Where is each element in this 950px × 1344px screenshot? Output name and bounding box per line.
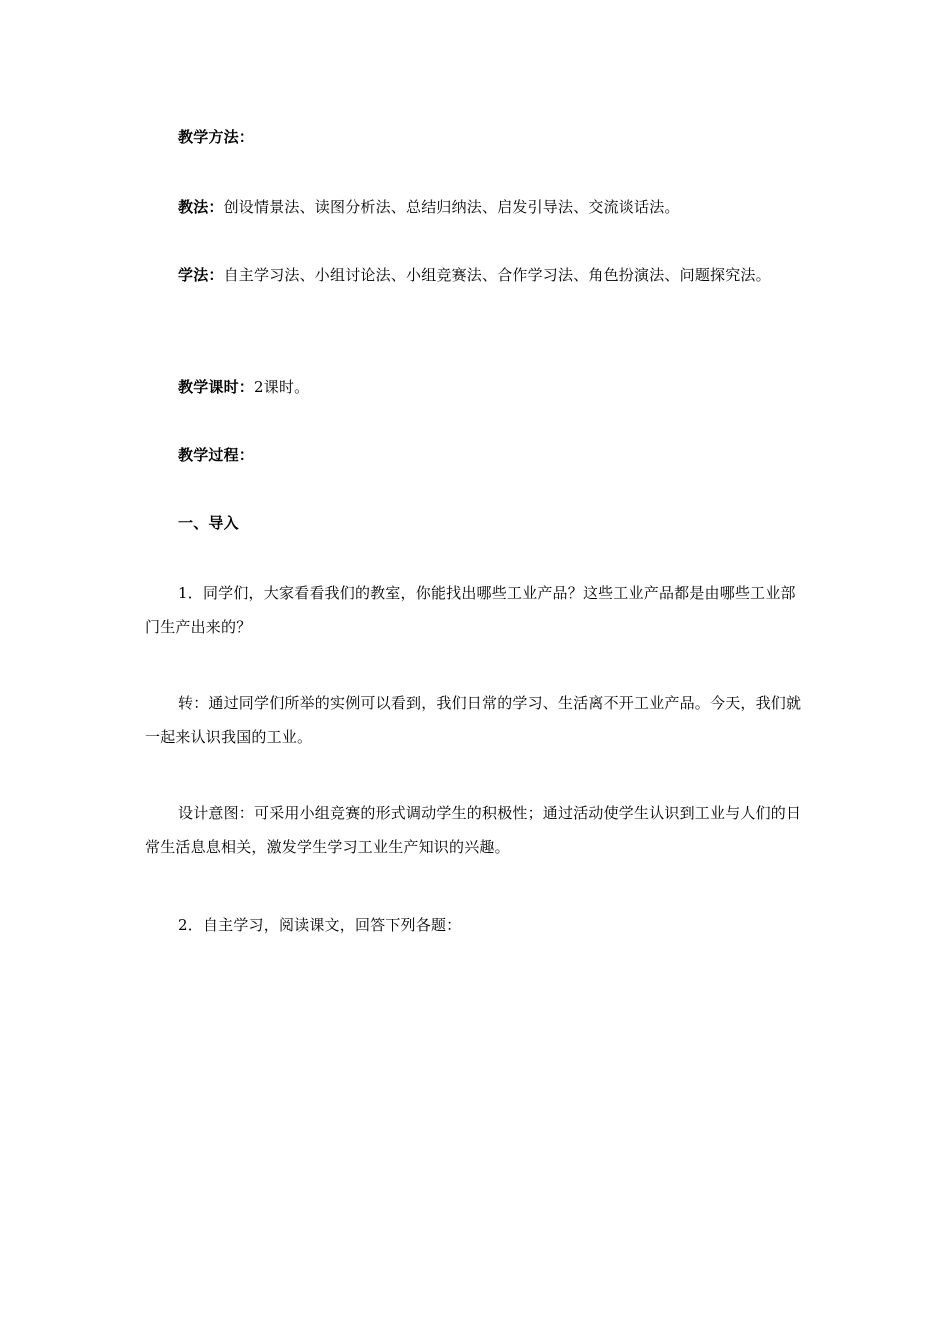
item-one-paragraph: [145, 576, 810, 644]
item-two-paragraph: [145, 908, 810, 942]
teaching-method-heading: [145, 120, 810, 154]
design-intent-paragraph: [145, 796, 810, 864]
class-hours-paragraph: [145, 370, 810, 404]
teaching-process-heading-text: 教学过程：: [178, 446, 255, 464]
item-one-text: 1．同学们，大家看看我们的教室，你能找出哪些工业产品？这些工业产品都是由哪些工业部门生产出来的？: [145, 584, 796, 636]
teaching-method-heading-text: 教学方法：: [178, 128, 255, 146]
learning-style-label: 学法：: [178, 266, 224, 284]
section-one-heading-text: 一、导入: [178, 514, 239, 532]
teaching-style-paragraph: [145, 190, 810, 224]
transition-text: 转：通过同学们所举的实例可以看到，我们日常的学习、生活离不开工业产品。今天，我们就一起来认识我国的工业。: [145, 694, 802, 746]
learning-style-paragraph: [145, 258, 810, 292]
design-intent-text: 设计意图：可采用小组竞赛的形式调动学生的积极性；通过活动使学生认识到工业与人们的日常生活息息相关，激发学生学习工业生产知识的兴趣。: [145, 804, 802, 856]
learning-style-text: 自主学习法、小组讨论法、小组竞赛法、合作学习法、角色扮演法、问题探究法。: [223, 266, 771, 284]
class-hours-text: 2课时。: [254, 378, 310, 396]
class-hours-label: 教学课时：: [178, 378, 255, 396]
teaching-process-heading: [145, 438, 810, 472]
item-two-text: 2．自主学习，阅读课文，回答下列各题：: [178, 916, 462, 934]
section-one-heading: [145, 506, 810, 540]
transition-paragraph: [145, 686, 810, 754]
teaching-style-label: 教法：: [178, 198, 224, 216]
teaching-style-text: 创设情景法、读图分析法、总结归纳法、启发引导法、交流谈话法。: [223, 198, 680, 216]
